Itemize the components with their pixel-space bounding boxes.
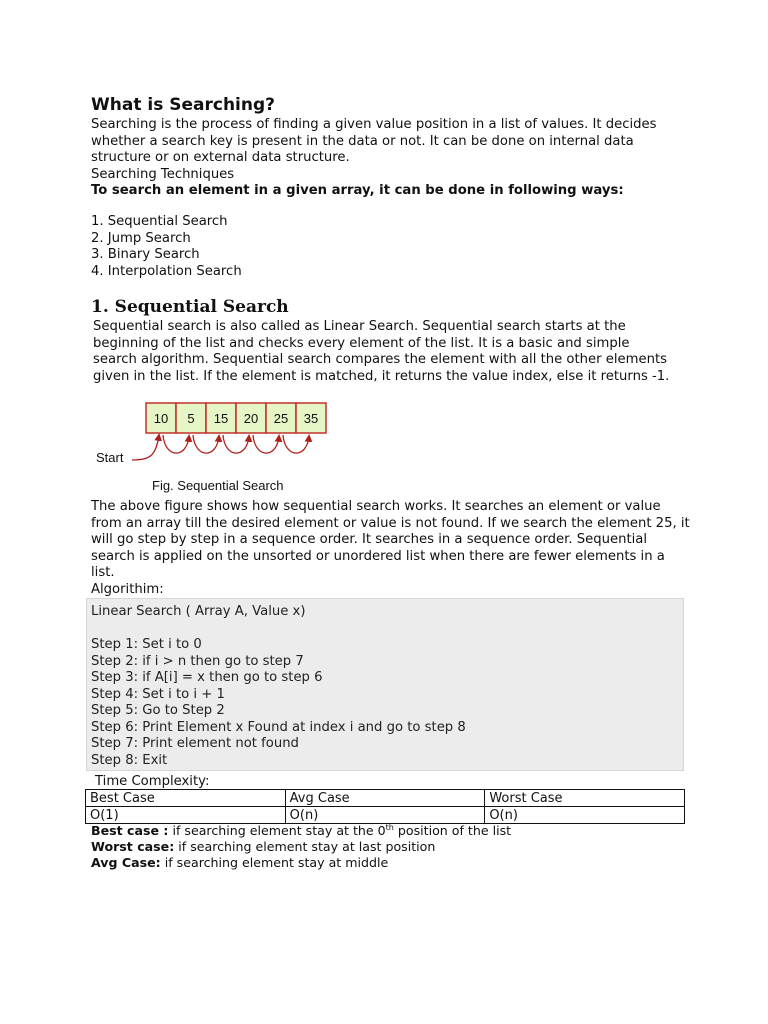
algorithm-step: Step 2: if i > n then go to step 7 <box>91 653 304 669</box>
step-arrow <box>223 435 249 453</box>
step-arrow <box>253 435 279 453</box>
algorithm-step: Step 3: if A[i] = x then go to step 6 <box>91 670 323 685</box>
step-arrow <box>283 435 309 453</box>
avg-case-label: Avg Case: <box>91 855 161 870</box>
best-case-text-a: if searching element stay at the 0 <box>168 823 386 838</box>
step-arrow <box>193 435 219 453</box>
table-row <box>86 807 685 824</box>
best-case-superscript: th <box>385 822 394 832</box>
array-cell-value: 25 <box>273 411 289 426</box>
worst-case-line <box>91 839 435 855</box>
table-cell: O(n) <box>485 807 685 824</box>
figure-caption: Fig. Sequential Search <box>152 478 284 493</box>
time-complexity-label: Time Complexity: <box>95 774 210 789</box>
avg-case-line <box>91 855 388 871</box>
best-case-label: Best case : <box>91 823 169 838</box>
start-arrow <box>132 435 159 460</box>
table-cell: O(n) <box>285 807 485 824</box>
array-cell-value: 10 <box>153 411 169 426</box>
sequential-description: Sequential search is also called as Linear Search. Sequential search starts at the beginning of the list and checks every element of the list. It is a basic and simple search algorithm. Sequential search compares the element with all the other elements given in the list. If the element is matched, it returns the value index, else it returns -1. <box>93 319 670 384</box>
section-heading-sequential: 1. Sequential Search <box>91 297 289 317</box>
worst-case-label: Worst case: <box>91 839 175 854</box>
algorithm-code-box <box>86 598 684 771</box>
table-row <box>86 790 685 807</box>
intro-paragraph: Searching is the process of finding a given value position in a list of values. It decides whether a search key is present in the data or not. It can be done on internal data structure or on external data structure. <box>91 117 657 165</box>
ways-heading: To search an element in a given array, it can be done in following ways: <box>91 183 624 198</box>
table-cell: O(1) <box>86 807 286 824</box>
best-case-line <box>91 823 511 839</box>
list-item: 3. Binary Search <box>91 247 200 262</box>
array-cell-value: 20 <box>243 411 259 426</box>
search-methods-list <box>91 214 242 280</box>
explanation-paragraph: The above figure shows how sequential search works. It searches an element or value from an array till the desired element or value is not found. If we search the element 25, it will go step by step in a sequence order. It searches in a sequence order. Sequential search is applied on the unsorted or unordered list when there are fewer elements in a list. <box>91 499 690 580</box>
array-cell-value: 35 <box>303 411 319 426</box>
list-item: 4. Interpolation Search <box>91 263 242 279</box>
figure-svg <box>90 398 340 498</box>
table-header-cell: Avg Case <box>285 790 485 807</box>
algorithm-step: Step 1: Set i to 0 <box>91 637 202 652</box>
techniques-label: Searching Techniques <box>91 167 235 182</box>
algorithm-step: Step 5: Go to Step 2 <box>91 703 225 718</box>
algorithm-step: Step 8: Exit <box>91 752 168 768</box>
page-title: What is Searching? <box>91 95 276 115</box>
step-arrow <box>163 435 189 453</box>
best-case-text-b: position of the list <box>393 823 512 838</box>
list-item: 2. Jump Search <box>91 230 191 246</box>
sequential-search-figure <box>90 398 340 498</box>
table-header-cell: Best Case <box>86 790 286 807</box>
array-cell-value: 5 <box>187 411 195 426</box>
complexity-table <box>85 789 685 824</box>
array-cell-value: 15 <box>213 411 229 426</box>
algorithm-label: Algorithim: <box>91 582 164 597</box>
list-item: 1. Sequential Search <box>91 214 228 229</box>
algorithm-step: Step 6: Print Element x Found at index i and go to step 8 <box>91 719 466 735</box>
table-header-cell: Worst Case <box>485 790 685 807</box>
start-label: Start <box>96 450 124 465</box>
algorithm-step: Step 4: Set i to i + 1 <box>91 686 225 702</box>
algorithm-step: Step 7: Print element not found <box>91 736 299 751</box>
algorithm-signature: Linear Search ( Array A, Value x) <box>91 604 306 619</box>
worst-case-text: if searching element stay at last position <box>174 839 436 854</box>
avg-case-text: if searching element stay at middle <box>160 855 389 870</box>
